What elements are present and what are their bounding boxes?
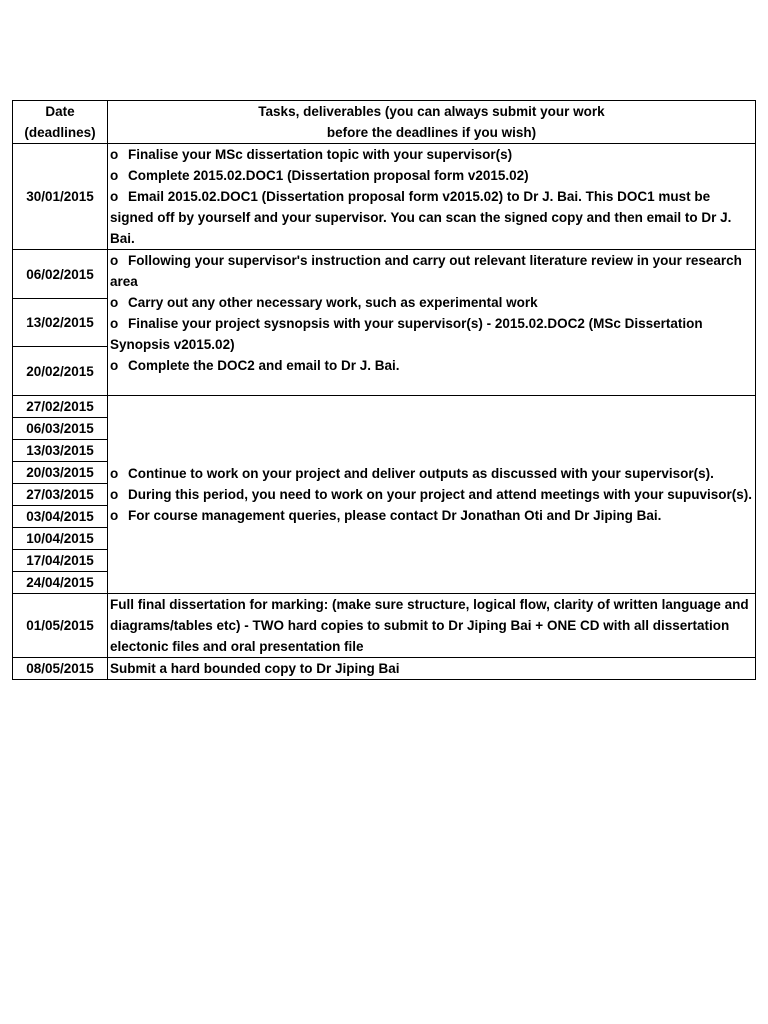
task-text: Continue to work on your project and deliver outputs as discussed with your supervisor(s). <box>128 466 714 481</box>
deadline-date: 27/02/2015 <box>13 396 108 418</box>
deadline-date: 06/02/2015 <box>13 250 108 299</box>
date-header-line1: Date <box>45 104 75 119</box>
task-cell <box>108 250 756 396</box>
bullet-icon: o <box>110 168 119 183</box>
task-text: Finalise your project sysnopsis with your supervisor(s) - 2015.02.DOC2 (MSc Dissertation Synopsis v2015.02) <box>110 316 703 352</box>
task-text: Following your supervisor's instruction and carry out relevant literature review in your research area <box>110 253 742 289</box>
bullet-icon: o <box>110 147 119 162</box>
bullet-icon: o <box>110 253 119 268</box>
tasks-header-line1: Tasks, deliverables (you can always submit your work <box>258 104 605 119</box>
table-row <box>13 658 756 680</box>
task-text: Carry out any other necessary work, such as experimental work <box>128 295 538 310</box>
bullet-icon: o <box>110 316 119 331</box>
table-row <box>13 396 756 418</box>
list-item <box>110 313 753 355</box>
deadline-date: 27/03/2015 <box>13 484 108 506</box>
tasks-column-header <box>108 101 756 144</box>
bullet-icon: o <box>110 295 119 310</box>
deadline-date: 10/04/2015 <box>13 528 108 550</box>
bullet-icon: o <box>110 487 119 502</box>
deadline-date: 08/05/2015 <box>13 658 108 680</box>
task-text: Complete 2015.02.DOC1 (Dissertation proposal form v2015.02) <box>128 168 529 183</box>
list-item <box>110 186 753 249</box>
table-row <box>13 144 756 250</box>
deadline-date: 20/02/2015 <box>13 347 108 396</box>
deadline-date: 30/01/2015 <box>13 144 108 250</box>
tasks-header-line2: before the deadlines if you wish) <box>326 125 537 140</box>
date-header-line2: (deadlines) <box>24 125 96 140</box>
task-text: Complete the DOC2 and email to Dr J. Bai. <box>128 358 400 373</box>
list-item <box>110 165 753 186</box>
task-text: For course management queries, please contact Dr Jonathan Oti and Dr Jiping Bai. <box>128 508 662 523</box>
table-row <box>13 594 756 658</box>
header-row <box>13 101 756 144</box>
schedule-table <box>12 100 756 680</box>
task-cell: Submit a hard bounded copy to Dr Jiping Bai <box>108 658 756 680</box>
task-text: Finalise your MSc dissertation topic with your supervisor(s) <box>128 147 513 162</box>
task-cell: Full final dissertation for marking: (make sure structure, logical flow, clarity of written language and diagrams/tables etc) - TWO hard copies to submit to Dr Jiping Bai + ONE CD with all dissertation electonic files and oral presentation file <box>108 594 756 658</box>
list-item <box>110 144 753 165</box>
deadline-date: 13/03/2015 <box>13 440 108 462</box>
date-column-header <box>13 101 108 144</box>
bullet-icon: o <box>110 358 119 373</box>
deadline-date: 13/02/2015 <box>13 299 108 347</box>
list-item <box>110 463 753 484</box>
table-row <box>13 250 756 299</box>
deadline-date: 06/03/2015 <box>13 418 108 440</box>
list-item <box>110 355 753 376</box>
task-text: Email 2015.02.DOC1 (Dissertation proposal form v2015.02) to Dr J. Bai. This DOC1 must be signed off by yourself and your supervisor. You can scan the signed copy and then email to Dr J. Bai. <box>110 189 732 246</box>
deadline-date: 01/05/2015 <box>13 594 108 658</box>
list-item <box>110 505 753 526</box>
deadline-date: 03/04/2015 <box>13 506 108 528</box>
list-item <box>110 250 753 292</box>
bullet-icon: o <box>110 189 119 204</box>
task-cell <box>108 144 756 250</box>
bullet-icon: o <box>110 466 119 481</box>
deadline-date: 24/04/2015 <box>13 572 108 594</box>
deadline-date: 20/03/2015 <box>13 462 108 484</box>
deadline-date: 17/04/2015 <box>13 550 108 572</box>
list-item <box>110 292 753 313</box>
list-item <box>110 484 753 505</box>
bullet-icon: o <box>110 508 119 523</box>
task-cell <box>108 396 756 594</box>
task-text: During this period, you need to work on your project and attend meetings with your supuvisor(s). <box>128 487 753 502</box>
